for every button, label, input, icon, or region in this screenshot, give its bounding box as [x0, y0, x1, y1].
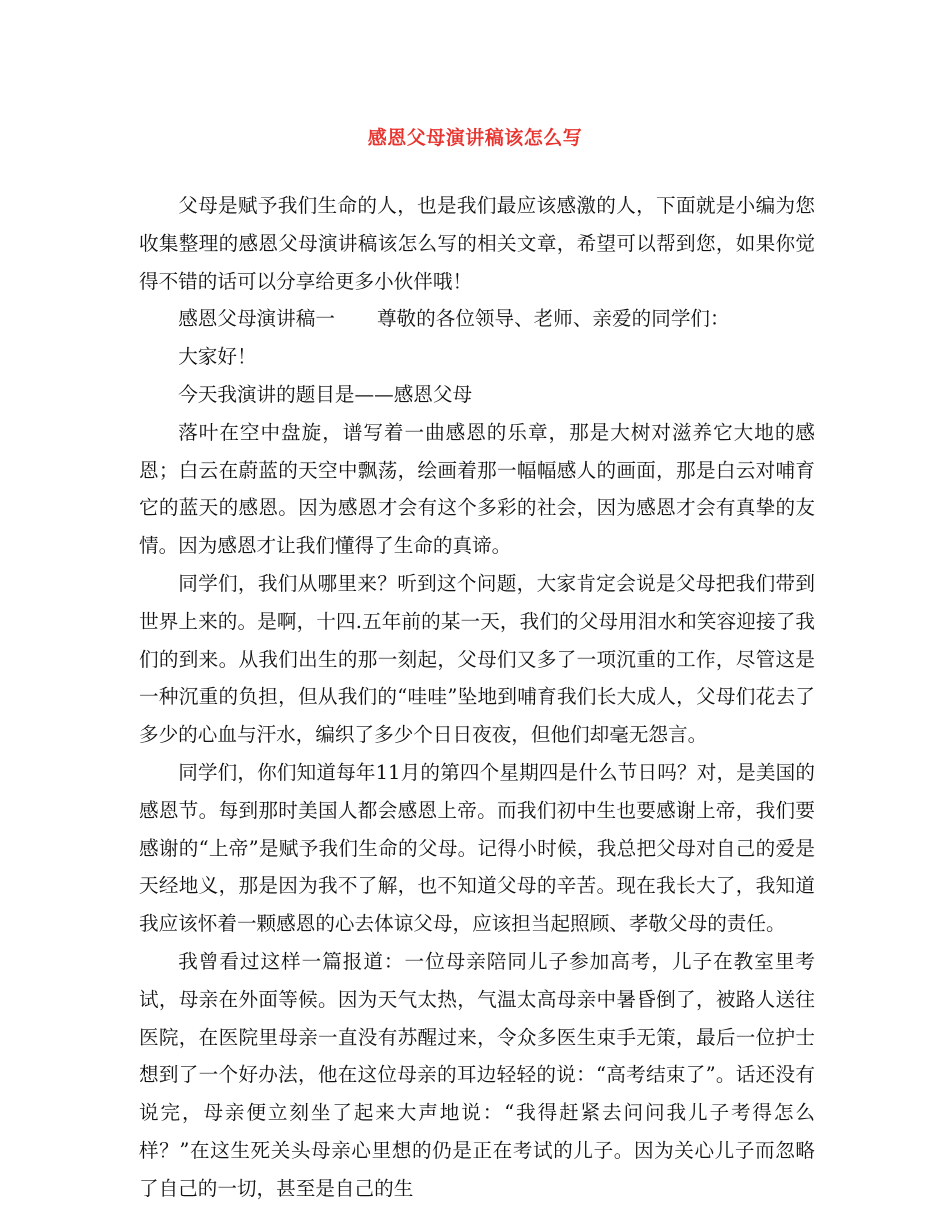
leaves-paragraph: 落叶在空中盘旋，谱写着一曲感恩的乐章，那是大树对滋养它大地的感恩；白云在蔚蓝的天空中飘荡，绘画着那一幅幅感人的画面，那是白云对哺育它的蓝天的感恩。因为感恩才会有这个多彩的社会，因为感恩才会有真挚的友情。因为感恩才让我们懂得了生命的真谛。 [139, 420, 815, 558]
thanksgiving-paragraph: 同学们，你们知道每年11月的第四个星期四是什么节日吗？对，是美国的感恩节。每到那时美国人都会感恩上帝。而我们初中生也要感谢上帝，我们要感谢的“上帝”是赋予我们生命的父母。记得小时候，我总把父母对自己的爱是天经地义，那是因为我不了解，也不知道父母的辛苦。现在我长大了，我知道我应该怀着一颗感恩的心去体谅父母，应该担当起照顾、孝敬父母的责任。 [139, 760, 815, 936]
origin-paragraph: 同学们，我们从哪里来？听到这个问题，大家肯定会说是父母把我们带到世界上来的。是啊，十四.五年前的某一天，我们的父母用泪水和笑容迎接了我们的到来。从我们出生的那一刻起，父母们又多了一项沉重的工作，尽管这是一种沉重的负担，但从我们的“哇哇”坠地到哺育我们长大成人，父母们花去了多少的心血与汗水，编织了多少个日日夜夜，但他们却毫无怨言。 [139, 571, 815, 747]
document-body [139, 187, 815, 1208]
speech-heading-line [139, 300, 815, 338]
hello-paragraph: 大家好！ [178, 345, 257, 369]
speech-heading: 感恩父母演讲稿一 [178, 307, 335, 331]
greeting: 尊敬的各位领导、老师、亲爱的同学们： [376, 307, 730, 331]
topic-paragraph: 今天我演讲的题目是——感恩父母 [178, 382, 473, 406]
intro-paragraph: 父母是赋予我们生命的人，也是我们最应该感激的人，下面就是小编为您收集整理的感恩父母演讲稿该怎么写的相关文章，希望可以帮到您，如果你觉得不错的话可以分享给更多小伙伴哦！ [139, 194, 815, 293]
report-paragraph: 我曾看过这样一篇报道：一位母亲陪同儿子参加高考，儿子在教室里考试，母亲在外面等候。因为天气太热，气温太高母亲中暑昏倒了，被路人送往医院，在医院里母亲一直没有苏醒过来，令众多医生束手无策，最后一位护士想到了一个好办法，他在这位母亲的耳边轻轻的说：“高考结束了”。话还没有说完，母亲便立刻坐了起来大声地说：“我得赶紧去问问我儿子考得怎么样？”在这生死关头母亲心里想的仍是正在考试的儿子。因为关心儿子而忽略了自己的一切，甚至是自己的生 [139, 949, 815, 1200]
document-title: 感恩父母演讲稿该怎么写 [367, 127, 583, 149]
